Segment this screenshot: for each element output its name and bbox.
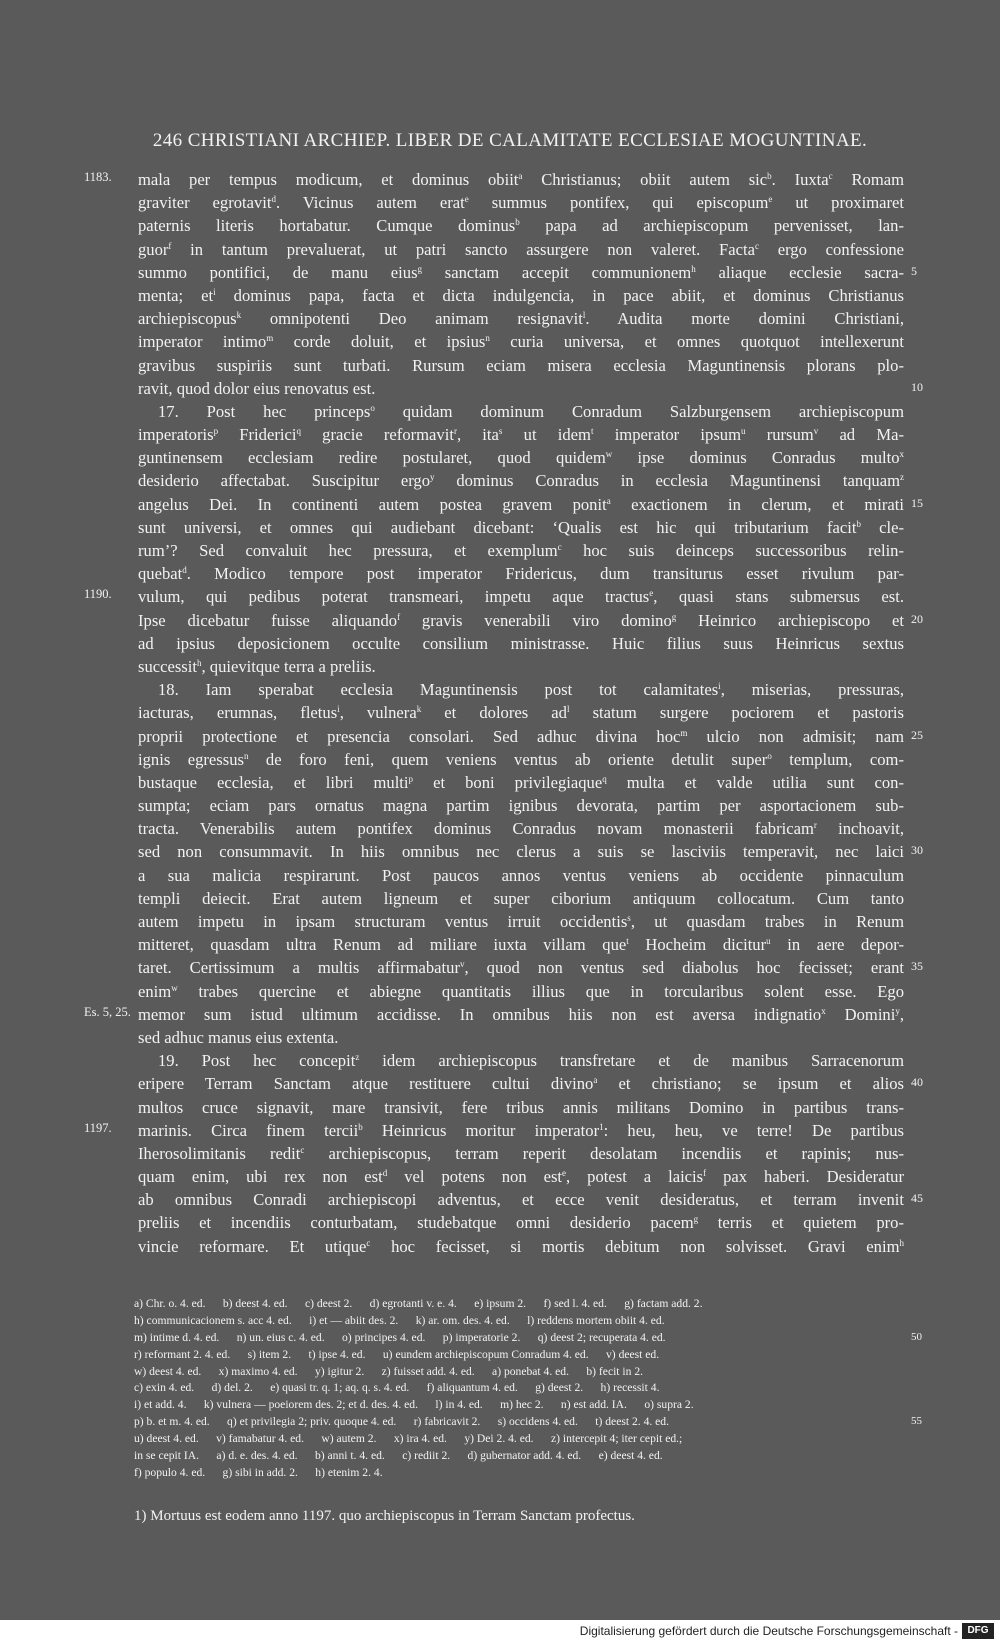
apparatus-line-content: w) deest 4. ed. x) maximo 4. ed. y) igitur 2. z) fuisset add. 4. ed. a) ponebat 4. ed. b) fecit in 2. — [134, 1364, 644, 1378]
apparatus-line-content: i) et add. 4. k) vulnera — poeiorem des. 2; et d. des. 4. ed. l) in 4. ed. m) hec 2. n) est add. IA. o) supra 2. — [134, 1398, 694, 1412]
text-line — [0, 1165, 1000, 1188]
apparatus-line — [0, 1330, 1000, 1347]
text-line-content: vulum, qui pedibus poterat transmeari, impetu aque tractus$^e$, quasi stans submersus est. — [138, 587, 905, 607]
text-line — [0, 933, 1000, 956]
text-line — [0, 585, 1000, 608]
year-margin-note: 1197. — [84, 1120, 112, 1135]
text-line — [0, 168, 1000, 191]
text-line — [0, 910, 1000, 933]
text-line — [0, 493, 1000, 516]
apparatus-line — [0, 1431, 1000, 1448]
line-number: 25 — [911, 727, 923, 742]
footer-bar — [0, 1620, 1000, 1642]
line-number: 5 — [911, 263, 917, 278]
apparatus-line-content: c) exin 4. ed. d) del. 2. e) quasi tr. q. 1; aq. q. s. 4. ed. f) aliquantum 4. ed. g) deest 2. h) recessit 4. — [134, 1381, 660, 1395]
text-line — [0, 864, 1000, 887]
text-line-content: multos cruce signavit, mare transivit, fere tribus annis militans Domino in partibus trans- — [138, 1097, 904, 1117]
text-line-content: Ipse dicebatur fuisse aliquando$^f$ gravis venerabili viro domino$^g$ Heinrico archiepiscopo et — [138, 610, 904, 630]
footnote: 1) Mortuus est eodem anno 1197. quo archiepiscopus in Terram Sanctam profectus. — [134, 1508, 635, 1524]
text-line — [0, 1003, 1000, 1026]
apparatus-line-content: f) populo 4. ed. g) sibi in add. 2. h) etenim 2. 4. — [134, 1465, 383, 1479]
text-line — [0, 1235, 1000, 1258]
text-line-content: guor$^f$ in tantum prevaluerat, ut patri sancto assurgere non valeret. Facta$^c$ ergo confessione — [138, 239, 904, 259]
text-line — [0, 1072, 1000, 1095]
text-line — [0, 238, 1000, 261]
text-line-content: memor sum istud ultimum accidisse. In omnibus hiis non est aversa indignatio$^x$ Domini$^y$, — [138, 1004, 904, 1024]
text-line-content: marinis. Circa finem tercii$^b$ Heinricus moritur imperator$^1$: heu, heu, ve terre! De partibus — [138, 1120, 904, 1140]
text-line-content: paternis literis hortabatur. Cumque dominus$^b$ papa ad archiepiscopum pervenisset, lan- — [138, 216, 904, 236]
text-line-content: Iherosolimitanis redit$^c$ archiepiscopus, terram reperit desolatam incendiis et rapinis; nus- — [138, 1143, 904, 1163]
text-line-content: imperator intimo$^m$ corde doluit, et ipsius$^n$ curia universa, et omnes quotquot intellexerunt — [138, 332, 904, 352]
text-line — [0, 701, 1000, 724]
text-line-content: proprii protectione et presencia consolari. Sed adhuc divina hoc$^m$ ulcio non admisit; nam — [138, 726, 904, 746]
text-line-content: guntinensem ecclesiam redire postularet, quod quidem$^w$ ipse dominus Conradus multo$^x$ — [138, 448, 905, 468]
text-line — [0, 377, 1000, 400]
text-line-content: menta; $et^i$ dominus papa, facta et dicta indulgencia, in pace abiit, et dominus Christianus — [138, 285, 905, 305]
text-line-content: 19. Post hec concepit$^z$ idem archiepiscopus transfretare et de manibus Sarracenorum — [158, 1051, 905, 1071]
text-line — [0, 771, 1000, 794]
text-line-content: enim$^w$ trabes quercine et abiegne quantitatis illius que in torcularibus solent esse. Ego — [138, 981, 904, 1001]
line-number: 50 — [911, 1330, 922, 1343]
text-line — [0, 794, 1000, 817]
apparatus-line-content: p) b. et m. 4. ed. q) et privilegia 2; priv. quoque 4. ed. r) fabricavit 2. s) occidens 4. ed. t) deest 2. 4. ed. — [134, 1415, 669, 1429]
text-line — [0, 400, 1000, 423]
text-line — [0, 632, 1000, 655]
main-text — [0, 168, 1000, 1258]
year-margin-note: 1190. — [84, 587, 112, 602]
text-line-content: rum’? Sed convaluit hec pressura, et exemplum$^c$ hoc suis deinceps successoribus relin- — [138, 541, 905, 560]
apparatus-line-content: a) Chr. o. 4. ed. b) deest 4. ed. c) deest 2. d) egrotanti v. e. 4. e) ipsum 2. f) sed l. 4. ed. g) factam add. 2. — [134, 1297, 703, 1310]
text-line-content: 18. Iam sperabat ecclesia Maguntinensis post tot calamitates$^i$, miserias, pressuras, — [158, 680, 904, 700]
text-line — [0, 469, 1000, 492]
line-number: 40 — [911, 1075, 923, 1090]
apparatus-line — [0, 1448, 1000, 1465]
text-line — [0, 678, 1000, 701]
text-line-content: graviter egrotavit$^d$. Vicinus autem erat$^e$ summus pontifex, qui episcopum$^e$ ut proximaret — [138, 193, 904, 213]
text-line — [0, 1096, 1000, 1119]
apparatus-line-content: h) communicacionem s. acc 4. ed. i) et — abiit des. 2. k) ar. om. des. 4. ed. l) reddens mortem obiit 4. ed. — [134, 1313, 665, 1327]
apparatus-line — [0, 1347, 1000, 1364]
text-line-content: gravibus suspiriis sunt turbati. Rursum eciam misera ecclesia Maguntinensis plorans plo- — [138, 355, 904, 375]
text-line — [0, 1211, 1000, 1234]
text-line — [0, 423, 1000, 446]
text-line — [0, 609, 1000, 632]
text-line — [0, 516, 1000, 539]
text-line — [0, 980, 1000, 1003]
text-line — [0, 539, 1000, 562]
text-line-content: vincie reformare. Et utique$^c$ hoc fecisset, si mortis debitum non solvisset. Gravi enim$^h$ — [138, 1236, 904, 1256]
line-number: 55 — [911, 1415, 922, 1428]
apparatus-line — [0, 1414, 1000, 1431]
text-line — [0, 1119, 1000, 1142]
text-line — [0, 261, 1000, 284]
text-line — [0, 956, 1000, 979]
apparatus-line — [0, 1465, 1000, 1482]
text-line-content: summo pontifici, de manu eius$^g$ sanctam accepit communionem$^h$ aliaque ecclesie sacra- — [138, 262, 904, 282]
text-line — [0, 307, 1000, 330]
text-line-content: sunt universi, et omnes qui audiebant dicebant: ‘Qualis est hic qui tributarium facit$^b$ cle- — [138, 517, 905, 537]
text-line-content: 17. Post hec princeps$^o$ quidam dominum Conradum Salzburgensem archiepiscopum — [158, 401, 904, 421]
text-line-content: mitteret, quasdam ultra Renum ad miliare iuxta villam que$^t$ Hocheim dicitur$^u$ in aere depor- — [138, 935, 905, 955]
line-number: 30 — [911, 843, 923, 858]
text-line — [0, 354, 1000, 377]
text-line-content: taret. Certissimum a multis affirmabatur$^v$, quod non ventus sed diabolus hoc fecisset; erant — [138, 958, 904, 978]
text-line-content: sed adhuc manus eius extenta. — [138, 1027, 339, 1047]
apparatus-line — [0, 1364, 1000, 1381]
apparatus-line — [0, 1380, 1000, 1397]
apparatus-line-content: m) intime d. 4. ed. n) un. eius c. 4. ed. o) principes 4. ed. p) imperatorie 2. q) deest 2; recuperata 4. ed. — [134, 1330, 666, 1344]
line-number: 45 — [911, 1191, 923, 1206]
footer-text: Digitalisierung gefördert durch die Deutsche Forschungsgemeinschaft - — [579, 1624, 958, 1638]
text-line — [0, 191, 1000, 214]
apparatus-line — [0, 1313, 1000, 1330]
text-line-content: eripere Terram Sanctam atque restituere cultui divino$^a$ et christiano; se ipsum et alios — [138, 1074, 904, 1094]
text-line — [0, 284, 1000, 307]
apparatus-line-content: u) deest 4. ed. v) famabatur 4. ed. w) autem 2. x) ira 4. ed. y) Dei 2. 4. ed. z) intercepit 4; iter cepit ed.; — [134, 1432, 683, 1446]
text-line-content: iacturas, erumnas, fletus$^i$, vulnera$^k$ et dolores $ad^l$ statum surgere pociorem et pastoris — [138, 703, 904, 723]
text-line — [0, 817, 1000, 840]
text-line-content: ravit, quod dolor eius renovatus est. — [138, 378, 376, 398]
critical-apparatus — [0, 1296, 1000, 1482]
text-line-content: ab omnibus Conradi archiepiscopi adventus, et ecce venit desideratus, et terram invenit — [138, 1190, 904, 1210]
text-line-content: successit$^h$, quievitque terra a preliis. — [138, 656, 376, 676]
text-line-content: imperatoris$^p$ Friderici$^q$ gracie reformavit$^r$, ita$^s$ ut idem$^t$ imperator ipsum$^u$ rursum$^v$ ad Ma- — [138, 425, 904, 445]
text-line — [0, 840, 1000, 863]
text-line-content: templi deiecit. Erat autem ligneum et super ciborium antiquum collocatum. Cum tanto — [138, 888, 904, 908]
text-line-content: quam enim, ubi rex non est$^d$ vel potens non est$^e$, potest a laicis$^f$ pax haberi. Desideratur — [138, 1167, 904, 1187]
text-line-content: bustaque ecclesia, et libri multi$^p$ et boni privilegiaque$^q$ multa et valde utilia sunt con- — [138, 772, 904, 792]
apparatus-line — [0, 1296, 1000, 1313]
page-header: 246 CHRISTIANI ARCHIEP. LIBER DE CALAMITATE ECCLESIAE MOGUNTINAE. — [152, 130, 868, 151]
apparatus-line-content: r) reformant 2. 4. ed. s) item 2. t) ipse 4. ed. u) eundem archiepiscopum Conradum 4. ed. v) deest ed. — [134, 1347, 660, 1361]
text-line — [0, 330, 1000, 353]
text-line-content: desiderio affectabat. Suscipitur ergo$^y$ dominus Conradus in ecclesia Maguntinensi tanquam$^z$ — [138, 471, 905, 491]
text-line-content: tracta. Venerabilis autem pontifex dominus Conradus novam monasterii fabricam$^r$ inchoavit, — [138, 819, 904, 839]
text-line-content: autem impetu in ipsam structuram ventus irruit occidentis$^s$, ut quasdam trabes in Renum — [138, 912, 905, 931]
text-line — [0, 446, 1000, 469]
text-line — [0, 725, 1000, 748]
text-line — [0, 748, 1000, 771]
text-line-content: ignis egressus$^n$ de foro feni, quem veniens ventus ab oriente detulit super$^o$ templum, com- — [138, 749, 904, 769]
text-line-content: angelus Dei. In continenti autem postea gravem ponit$^a$ exactionem in clerum, et mirati — [138, 494, 904, 514]
text-line — [0, 1049, 1000, 1072]
text-line-content: quebat$^d$. Modico tempore post imperator Fridericus, dum transiturus esset rivulum par- — [138, 564, 904, 584]
text-line — [0, 214, 1000, 237]
text-line-content: archiepiscopus$^k$ omnipotenti Deo animam resignavit$^l$. Audita morte domini Christiani, — [138, 309, 905, 329]
apparatus-line-content: in se cepit IA. a) d. e. des. 4. ed. b) anni t. 4. ed. c) rediit 2. d) gubernator add. 4. ed. e) deest 4. ed. — [134, 1449, 663, 1463]
text-line — [0, 887, 1000, 910]
year-margin-note: 1183. — [84, 170, 112, 184]
text-line — [0, 655, 1000, 678]
line-number: 15 — [911, 495, 923, 510]
text-line-content: mala per tempus modicum, et dominus obiit$^a$ Christianus; obiit autem sic$^b$. Iuxta$^c$ Romam — [138, 170, 904, 189]
text-line — [0, 1026, 1000, 1049]
text-line-content: preliis et incendiis conturbatam, studebatque omni desiderio pacem$^g$ terris et quietem pro- — [138, 1213, 904, 1233]
text-line — [0, 1188, 1000, 1211]
line-number: 35 — [911, 959, 923, 974]
text-line-content: a sua malicia respirarunt. Post paucos annos ventus veniens ab occidente pinnaculum — [138, 865, 904, 885]
year-margin-note: Es. 5, 25. — [84, 1004, 131, 1019]
line-number: 20 — [911, 611, 923, 626]
text-line — [0, 562, 1000, 585]
text-line-content: sed non consummavit. In hiis omnibus nec clerus a suis se lasciviis temperavit, nec laici — [138, 842, 904, 862]
text-line-content: ad ipsius deposicionem occulte consilium ministrasse. Huic filius suus Heinricus sextus — [138, 633, 904, 653]
text-line — [0, 1142, 1000, 1165]
dfg-logo: DFG — [962, 1623, 994, 1639]
apparatus-line — [0, 1397, 1000, 1414]
line-number: 10 — [911, 379, 923, 394]
text-line-content: sumpta; eciam pars ornatus magna partim ignibus devorata, partim per asportacionem sub- — [138, 796, 904, 816]
